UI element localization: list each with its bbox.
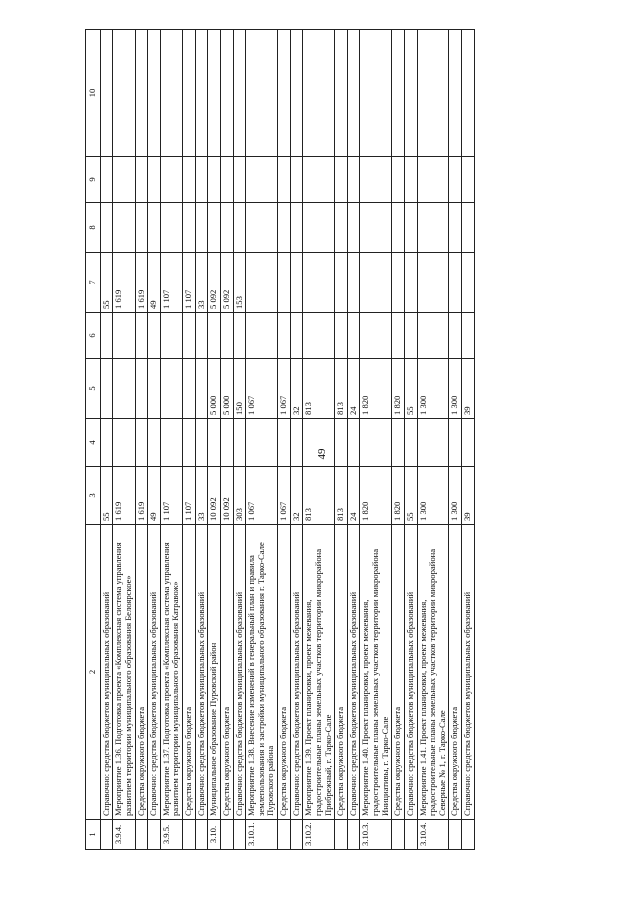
table-row — [195, 30, 208, 850]
value-cell-6 — [183, 313, 196, 359]
value-cell-9 — [246, 157, 278, 203]
budget-table — [85, 29, 475, 850]
value-cell-10 — [417, 30, 449, 157]
row-name-cell: Справочно: средства бюджетов муниципальных образований — [347, 525, 360, 820]
row-name-cell: Средства окружного бюджета — [183, 525, 196, 820]
value-cell-4 — [100, 419, 113, 467]
value-cell-7: 5 092 — [220, 253, 233, 313]
value-cell-3: 1 300 — [417, 467, 449, 525]
value-cell-4 — [335, 419, 348, 467]
value-cell-5: 24 — [347, 359, 360, 419]
value-cell-9 — [303, 157, 335, 203]
row-name-cell: Справочно: средства бюджетов муниципальных образований — [290, 525, 303, 820]
value-cell-4 — [417, 419, 449, 467]
value-cell-8 — [360, 203, 392, 253]
column-header: 9 — [86, 157, 101, 203]
row-name-cell: Справочно: средства бюджетов муниципальных образований — [404, 525, 417, 820]
value-cell-7 — [462, 253, 475, 313]
value-cell-5: 55 — [404, 359, 417, 419]
value-cell-10 — [233, 30, 246, 157]
value-cell-9 — [233, 157, 246, 203]
value-cell-6 — [335, 313, 348, 359]
value-cell-7 — [290, 253, 303, 313]
row-name-cell: Средства окружного бюджета — [220, 525, 233, 820]
table-row — [462, 30, 475, 850]
value-cell-4 — [278, 419, 291, 467]
value-cell-10 — [404, 30, 417, 157]
value-cell-9 — [278, 157, 291, 203]
row-code-cell: 3.10.1. — [246, 820, 278, 850]
value-cell-4 — [290, 419, 303, 467]
row-code-cell — [462, 820, 475, 850]
table-row — [233, 30, 246, 850]
row-code-cell — [449, 820, 462, 850]
value-cell-9 — [360, 157, 392, 203]
row-name-cell: Справочно: средства бюджетов муниципальных образований — [195, 525, 208, 820]
value-cell-10 — [148, 30, 161, 157]
value-cell-10 — [135, 30, 148, 157]
value-cell-4 — [220, 419, 233, 467]
value-cell-8 — [148, 203, 161, 253]
row-name-cell: Мероприятие 1.41. Проект планировки, проект межевания, градостроительные планы земельных участков территории микрорайона Северные № 1, г. Тарко-Сале — [417, 525, 449, 820]
table-row — [360, 30, 392, 850]
value-cell-7: 1 107 — [183, 253, 196, 313]
value-cell-10 — [360, 30, 392, 157]
value-cell-10 — [347, 30, 360, 157]
value-cell-5: 1 067 — [278, 359, 291, 419]
table-row — [303, 30, 335, 850]
value-cell-8 — [220, 203, 233, 253]
value-cell-5: 5 000 — [208, 359, 221, 419]
row-name-cell: Средства окружного бюджета — [135, 525, 148, 820]
value-cell-4 — [404, 419, 417, 467]
column-header: 10 — [86, 30, 101, 157]
value-cell-4 — [303, 419, 335, 467]
value-cell-7: 33 — [195, 253, 208, 313]
value-cell-6 — [148, 313, 161, 359]
value-cell-6 — [195, 313, 208, 359]
value-cell-3: 303 — [233, 467, 246, 525]
value-cell-7: 153 — [233, 253, 246, 313]
value-cell-7 — [303, 253, 335, 313]
table-row — [113, 30, 135, 850]
value-cell-6 — [290, 313, 303, 359]
value-cell-3: 55 — [404, 467, 417, 525]
value-cell-8 — [113, 203, 135, 253]
value-cell-6 — [462, 313, 475, 359]
value-cell-9 — [208, 157, 221, 203]
table-row — [392, 30, 405, 850]
row-name-cell: Муниципальное образование Пуровский район — [208, 525, 221, 820]
value-cell-8 — [278, 203, 291, 253]
value-cell-5: 1 300 — [449, 359, 462, 419]
value-cell-8 — [195, 203, 208, 253]
row-code-cell: 3.10.4. — [417, 820, 449, 850]
value-cell-7 — [417, 253, 449, 313]
value-cell-9 — [290, 157, 303, 203]
value-cell-5 — [195, 359, 208, 419]
row-name-cell: Справочно: средства бюджетов муниципальных образований — [233, 525, 246, 820]
value-cell-7: 55 — [100, 253, 113, 313]
value-cell-3: 24 — [347, 467, 360, 525]
value-cell-9 — [220, 157, 233, 203]
value-cell-8 — [392, 203, 405, 253]
value-cell-9 — [148, 157, 161, 203]
value-cell-3: 55 — [100, 467, 113, 525]
value-cell-3: 1 067 — [246, 467, 278, 525]
value-cell-3: 1 107 — [183, 467, 196, 525]
value-cell-7: 1 107 — [160, 253, 182, 313]
value-cell-5 — [113, 359, 135, 419]
row-name-cell: Справочно: средства бюджетов муниципальных образований — [148, 525, 161, 820]
value-cell-9 — [449, 157, 462, 203]
value-cell-7 — [246, 253, 278, 313]
value-cell-7 — [404, 253, 417, 313]
value-cell-5: 150 — [233, 359, 246, 419]
value-cell-4 — [246, 419, 278, 467]
value-cell-3: 33 — [195, 467, 208, 525]
row-code-cell: 3.10.2. — [303, 820, 335, 850]
value-cell-5: 39 — [462, 359, 475, 419]
value-cell-4 — [148, 419, 161, 467]
row-name-cell: Средства окружного бюджета — [449, 525, 462, 820]
value-cell-6 — [135, 313, 148, 359]
value-cell-10 — [220, 30, 233, 157]
row-name-cell: Мероприятие 1.39. Проект планировки, проект межевания, градостроительные планы земельных участков территории микрорайона Прибрежный, г. Тарко-Сале — [303, 525, 335, 820]
value-cell-5: 1 300 — [417, 359, 449, 419]
value-cell-5: 1 820 — [392, 359, 405, 419]
value-cell-5 — [183, 359, 196, 419]
value-cell-6 — [160, 313, 182, 359]
value-cell-6 — [220, 313, 233, 359]
value-cell-4 — [233, 419, 246, 467]
row-code-cell — [183, 820, 196, 850]
value-cell-7 — [347, 253, 360, 313]
value-cell-3: 39 — [462, 467, 475, 525]
value-cell-10 — [195, 30, 208, 157]
value-cell-4 — [449, 419, 462, 467]
value-cell-5 — [148, 359, 161, 419]
value-cell-6 — [208, 313, 221, 359]
value-cell-9 — [113, 157, 135, 203]
row-code-cell — [392, 820, 405, 850]
value-cell-9 — [100, 157, 113, 203]
row-code-cell — [290, 820, 303, 850]
table-row — [290, 30, 303, 850]
column-header: 6 — [86, 313, 101, 359]
value-cell-7 — [278, 253, 291, 313]
value-cell-7 — [392, 253, 405, 313]
value-cell-10 — [160, 30, 182, 157]
value-cell-8 — [160, 203, 182, 253]
row-code-cell — [347, 820, 360, 850]
row-code-cell — [404, 820, 417, 850]
value-cell-3: 813 — [303, 467, 335, 525]
table-row — [335, 30, 348, 850]
table-row — [100, 30, 113, 850]
value-cell-6 — [233, 313, 246, 359]
value-cell-8 — [208, 203, 221, 253]
value-cell-6 — [392, 313, 405, 359]
value-cell-3: 1 107 — [160, 467, 182, 525]
value-cell-4 — [160, 419, 182, 467]
value-cell-6 — [278, 313, 291, 359]
value-cell-10 — [278, 30, 291, 157]
value-cell-5 — [160, 359, 182, 419]
table-row — [417, 30, 449, 850]
value-cell-3: 1 820 — [392, 467, 405, 525]
value-cell-9 — [404, 157, 417, 203]
value-cell-9 — [335, 157, 348, 203]
value-cell-6 — [113, 313, 135, 359]
row-name-cell: Мероприятие 1.37. Подготовка проекта «Комплексная система управления развитием территории муниципального образования Катравож» — [160, 525, 182, 820]
row-code-cell — [220, 820, 233, 850]
value-cell-6 — [360, 313, 392, 359]
column-header: 7 — [86, 253, 101, 313]
value-cell-6 — [404, 313, 417, 359]
value-cell-5 — [100, 359, 113, 419]
value-cell-10 — [246, 30, 278, 157]
table-row — [208, 30, 221, 850]
value-cell-4 — [347, 419, 360, 467]
table-row — [183, 30, 196, 850]
row-name-cell: Мероприятие 1.38. Внесение изменений в генеральный план и правила землепользования и застройки муниципального образования г. Тарко-Сале Пуровского района — [246, 525, 278, 820]
value-cell-4 — [360, 419, 392, 467]
value-cell-6 — [303, 313, 335, 359]
value-cell-5: 1 820 — [360, 359, 392, 419]
value-cell-9 — [392, 157, 405, 203]
value-cell-5: 5 000 — [220, 359, 233, 419]
value-cell-4 — [195, 419, 208, 467]
value-cell-7: 49 — [148, 253, 161, 313]
value-cell-3: 10 092 — [208, 467, 221, 525]
value-cell-8 — [449, 203, 462, 253]
value-cell-9 — [417, 157, 449, 203]
value-cell-8 — [233, 203, 246, 253]
column-header: 5 — [86, 359, 101, 419]
row-code-cell — [233, 820, 246, 850]
row-code-cell — [100, 820, 113, 850]
value-cell-8 — [290, 203, 303, 253]
value-cell-8 — [183, 203, 196, 253]
value-cell-4 — [392, 419, 405, 467]
value-cell-8 — [246, 203, 278, 253]
table-row — [246, 30, 278, 850]
row-name-cell: Мероприятие 1.36. Подготовка проекта «Комплексная система управления развитием территории муниципального образования Белоярское» — [113, 525, 135, 820]
value-cell-9 — [347, 157, 360, 203]
table-row — [220, 30, 233, 850]
row-code-cell: 3.10.3. — [360, 820, 392, 850]
value-cell-8 — [335, 203, 348, 253]
column-header: 2 — [86, 525, 101, 820]
row-code-cell — [278, 820, 291, 850]
value-cell-5 — [135, 359, 148, 419]
value-cell-10 — [290, 30, 303, 157]
value-cell-8 — [303, 203, 335, 253]
value-cell-9 — [160, 157, 182, 203]
value-cell-9 — [135, 157, 148, 203]
value-cell-10 — [100, 30, 113, 157]
value-cell-4 — [208, 419, 221, 467]
value-cell-10 — [208, 30, 221, 157]
value-cell-10 — [183, 30, 196, 157]
value-cell-6 — [100, 313, 113, 359]
value-cell-5: 813 — [303, 359, 335, 419]
value-cell-10 — [303, 30, 335, 157]
value-cell-6 — [417, 313, 449, 359]
table-row — [404, 30, 417, 850]
value-cell-3: 32 — [290, 467, 303, 525]
value-cell-3: 1 619 — [135, 467, 148, 525]
value-cell-4 — [135, 419, 148, 467]
value-cell-10 — [462, 30, 475, 157]
value-cell-8 — [462, 203, 475, 253]
value-cell-3: 1 067 — [278, 467, 291, 525]
column-header: 1 — [86, 820, 101, 850]
column-header: 3 — [86, 467, 101, 525]
value-cell-8 — [100, 203, 113, 253]
value-cell-7 — [360, 253, 392, 313]
value-cell-7: 5 092 — [208, 253, 221, 313]
value-cell-10 — [392, 30, 405, 157]
column-header: 8 — [86, 203, 101, 253]
value-cell-4 — [113, 419, 135, 467]
value-cell-5: 1 067 — [246, 359, 278, 419]
value-cell-8 — [417, 203, 449, 253]
row-code-cell — [335, 820, 348, 850]
rotated-table-container — [85, 30, 585, 850]
value-cell-9 — [183, 157, 196, 203]
value-cell-3: 813 — [335, 467, 348, 525]
value-cell-8 — [347, 203, 360, 253]
value-cell-6 — [246, 313, 278, 359]
value-cell-7: 1 619 — [135, 253, 148, 313]
value-cell-6 — [449, 313, 462, 359]
value-cell-4 — [183, 419, 196, 467]
value-cell-7: 1 619 — [113, 253, 135, 313]
row-code-cell: 3.9.4. — [113, 820, 135, 850]
value-cell-10 — [449, 30, 462, 157]
row-code-cell: 3.9.5. — [160, 820, 182, 850]
row-name-cell: Средства окружного бюджета — [278, 525, 291, 820]
table-body — [100, 30, 474, 850]
value-cell-4 — [462, 419, 475, 467]
row-name-cell: Справочно: средства бюджетов муниципальных образований — [462, 525, 475, 820]
value-cell-10 — [335, 30, 348, 157]
value-cell-3: 1 300 — [449, 467, 462, 525]
value-cell-3: 1 619 — [113, 467, 135, 525]
value-cell-6 — [347, 313, 360, 359]
value-cell-5: 813 — [335, 359, 348, 419]
value-cell-9 — [195, 157, 208, 203]
row-code-cell — [195, 820, 208, 850]
value-cell-9 — [462, 157, 475, 203]
value-cell-8 — [404, 203, 417, 253]
value-cell-3: 10 092 — [220, 467, 233, 525]
row-code-cell — [135, 820, 148, 850]
table-row — [160, 30, 182, 850]
row-name-cell: Средства окружного бюджета — [335, 525, 348, 820]
table-row — [278, 30, 291, 850]
value-cell-5: 32 — [290, 359, 303, 419]
table-row — [347, 30, 360, 850]
table-row — [449, 30, 462, 850]
row-name-cell: Мероприятие 1.40. Проект планировки, проект межевания, градостроительные планы земельных участков территории микрорайона Инициативы, г. Тарко-Сале — [360, 525, 392, 820]
value-cell-8 — [135, 203, 148, 253]
row-code-cell: 3.10. — [208, 820, 221, 850]
row-name-cell: Средства окружного бюджета — [392, 525, 405, 820]
table-row — [148, 30, 161, 850]
value-cell-3: 1 820 — [360, 467, 392, 525]
value-cell-10 — [113, 30, 135, 157]
row-code-cell — [148, 820, 161, 850]
value-cell-7 — [449, 253, 462, 313]
value-cell-3: 49 — [148, 467, 161, 525]
page-number: 49 — [316, 448, 328, 460]
table-row — [135, 30, 148, 850]
value-cell-7 — [335, 253, 348, 313]
column-header: 4 — [86, 419, 101, 467]
header-row — [86, 30, 101, 850]
row-name-cell: Справочно: средства бюджетов муниципальных образований — [100, 525, 113, 820]
